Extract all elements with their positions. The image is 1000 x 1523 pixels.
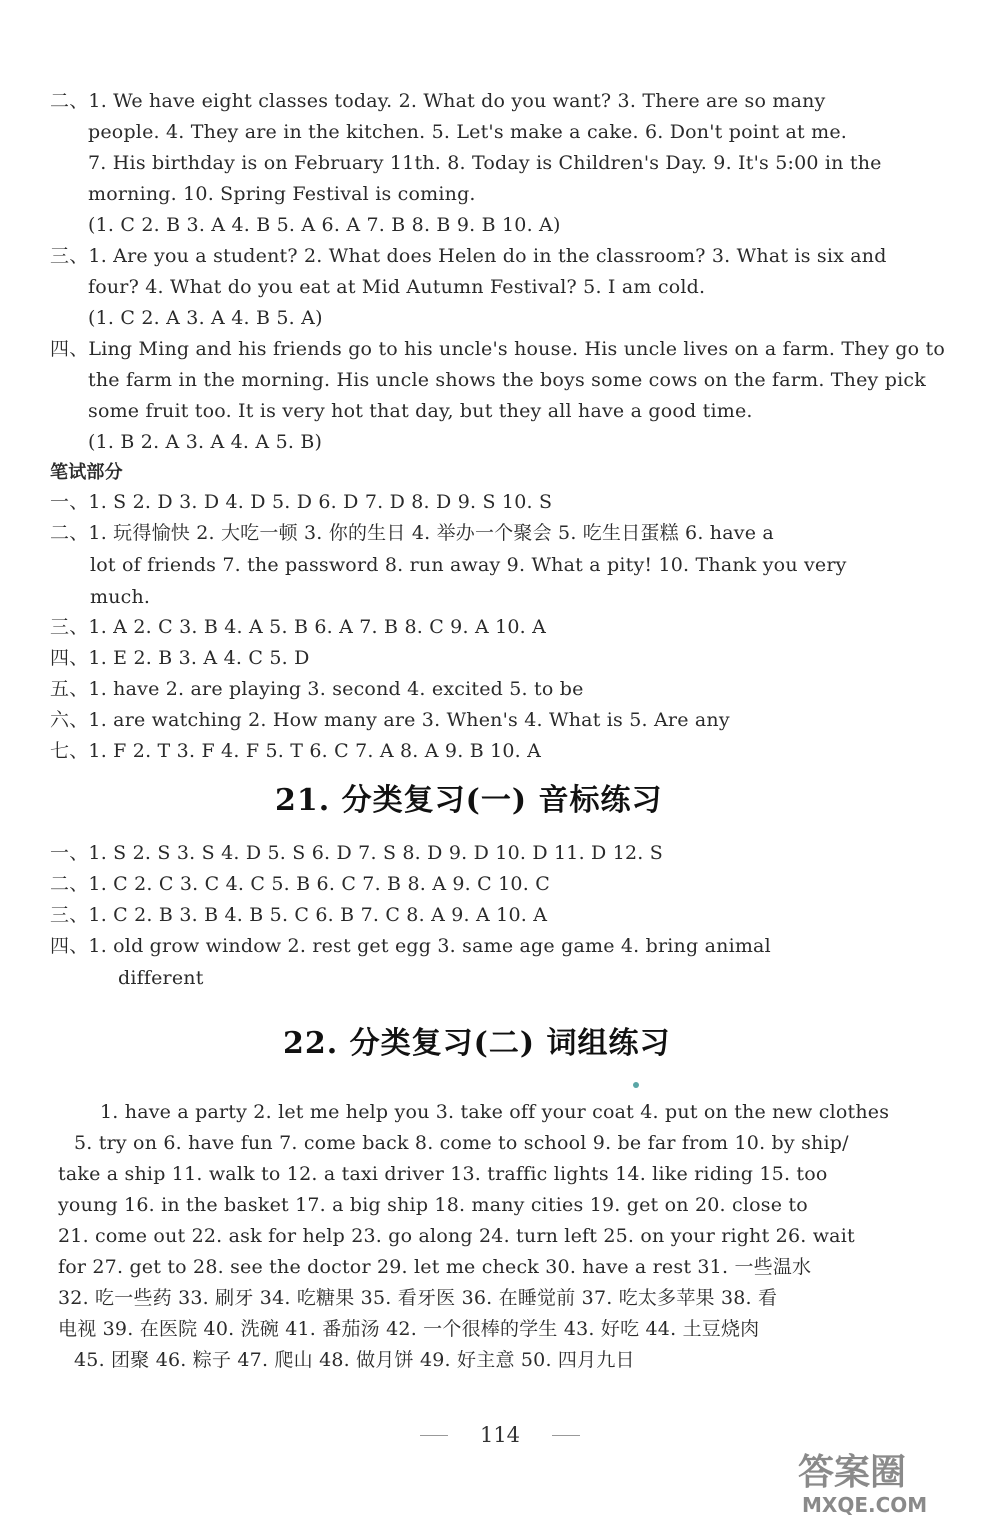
text-line: 四、Ling Ming and his friends go to his uncle's house. His uncle lives on a farm. They go to (50, 338, 945, 360)
chapter-title: 21. 分类复习(一) 音标练习 (275, 783, 663, 818)
text-line: 三、1. Are you a student? 2. What does Helen do in the classroom? 3. What is six and (50, 245, 887, 267)
watermark-logo (790, 1440, 995, 1520)
text-line: 45. 团聚 46. 粽子 47. 爬山 48. 做月饼 49. 好主意 50. 四月九日 (74, 1349, 635, 1371)
text-line: 一、1. S 2. S 3. S 4. D 5. S 6. D 7. S 8. D 9. D 10. D 11. D 12. S (50, 842, 664, 864)
text-line: 五、1. have 2. are playing 3. second 4. excited 5. to be (50, 678, 584, 700)
page-number: 114 (479, 1423, 521, 1447)
text-line: 六、1. are watching 2. How many are 3. When's 4. What is 5. Are any (50, 709, 730, 731)
text-line: (1. C 2. A 3. A 4. B 5. A) (88, 307, 323, 329)
page-number-dash (552, 1435, 580, 1436)
text-line: 1. have a party 2. let me help you 3. take off your coat 4. put on the new clothes (100, 1101, 890, 1123)
text-line: the farm in the morning. His uncle shows the boys some cows on the farm. They pick (88, 369, 926, 391)
text-line: (1. B 2. A 3. A 4. A 5. B) (88, 431, 323, 453)
text-line: 四、1. old grow window 2. rest get egg 3. same age game 4. bring animal (50, 935, 771, 957)
text-line: different (118, 967, 204, 989)
watermark-logo-text: 答案圈 (798, 1452, 907, 1493)
watermark-url: MXQE.COM (802, 1493, 928, 1517)
text-line: (1. C 2. B 3. A 4. B 5. A 6. A 7. B 8. B 9. B 10. A) (88, 214, 561, 236)
decorative-dot (633, 1082, 639, 1088)
text-line: 二、1. C 2. C 3. C 4. C 5. B 6. C 7. B 8. A 9. C 10. C (50, 873, 550, 895)
text-line: some fruit too. It is very hot that day, but they all have a good time. (88, 400, 753, 422)
text-line: four? 4. What do you eat at Mid Autumn Festival? 5. I am cold. (88, 276, 706, 298)
text-line: 7. His birthday is on February 11th. 8. Today is Children's Day. 9. It's 5:00 in the (88, 152, 882, 174)
page-number-dash (420, 1435, 448, 1436)
section-heading: 笔试部分 (50, 462, 123, 483)
text-line: lot of friends 7. the password 8. run away 9. What a pity! 10. Thank you very (90, 554, 847, 576)
text-line: 5. try on 6. have fun 7. come back 8. come to school 9. be far from 10. by ship/ (74, 1132, 849, 1154)
text-line: 21. come out 22. ask for help 23. go along 24. turn left 25. on your right 26. wait (58, 1225, 855, 1247)
text-line: 一、1. S 2. D 3. D 4. D 5. D 6. D 7. D 8. D 9. S 10. S (50, 491, 553, 513)
text-line: young 16. in the basket 17. a big ship 18. many cities 19. get on 20. close to (58, 1194, 808, 1216)
text-line: 三、1. A 2. C 3. B 4. A 5. B 6. A 7. B 8. C 9. A 10. A (50, 616, 547, 638)
text-line: much. (90, 586, 151, 608)
text-line: 二、1. 玩得愉快 2. 大吃一顿 3. 你的生日 4. 举办一个聚会 5. 吃生日蛋糕 6. have a (50, 522, 774, 544)
text-line: for 27. get to 28. see the doctor 29. let me check 30. have a rest 31. 一些温水 (58, 1256, 812, 1278)
text-line: 二、1. We have eight classes today. 2. What do you want? 3. There are so many (50, 90, 826, 112)
text-line: 七、1. F 2. T 3. F 4. F 5. T 6. C 7. A 8. A 9. B 10. A (50, 740, 542, 762)
text-line: 四、1. E 2. B 3. A 4. C 5. D (50, 647, 310, 669)
text-line: 电视 39. 在医院 40. 洗碗 41. 番茄汤 42. 一个很棒的学生 43. 好吃 44. 土豆烧肉 (58, 1318, 760, 1340)
text-line: morning. 10. Spring Festival is coming. (88, 183, 476, 205)
text-line: people. 4. They are in the kitchen. 5. Let's make a cake. 6. Don't point at me. (88, 121, 848, 143)
chapter-title: 22. 分类复习(二) 词组练习 (283, 1026, 671, 1061)
text-line: 32. 吃一些药 33. 刷牙 34. 吃糖果 35. 看牙医 36. 在睡觉前 37. 吃太多苹果 38. 看 (58, 1287, 778, 1309)
text-line: 三、1. C 2. B 3. B 4. B 5. C 6. B 7. C 8. A 9. A 10. A (50, 904, 548, 926)
text-line: take a ship 11. walk to 12. a taxi driver 13. traffic lights 14. like riding 15. too (58, 1163, 828, 1185)
